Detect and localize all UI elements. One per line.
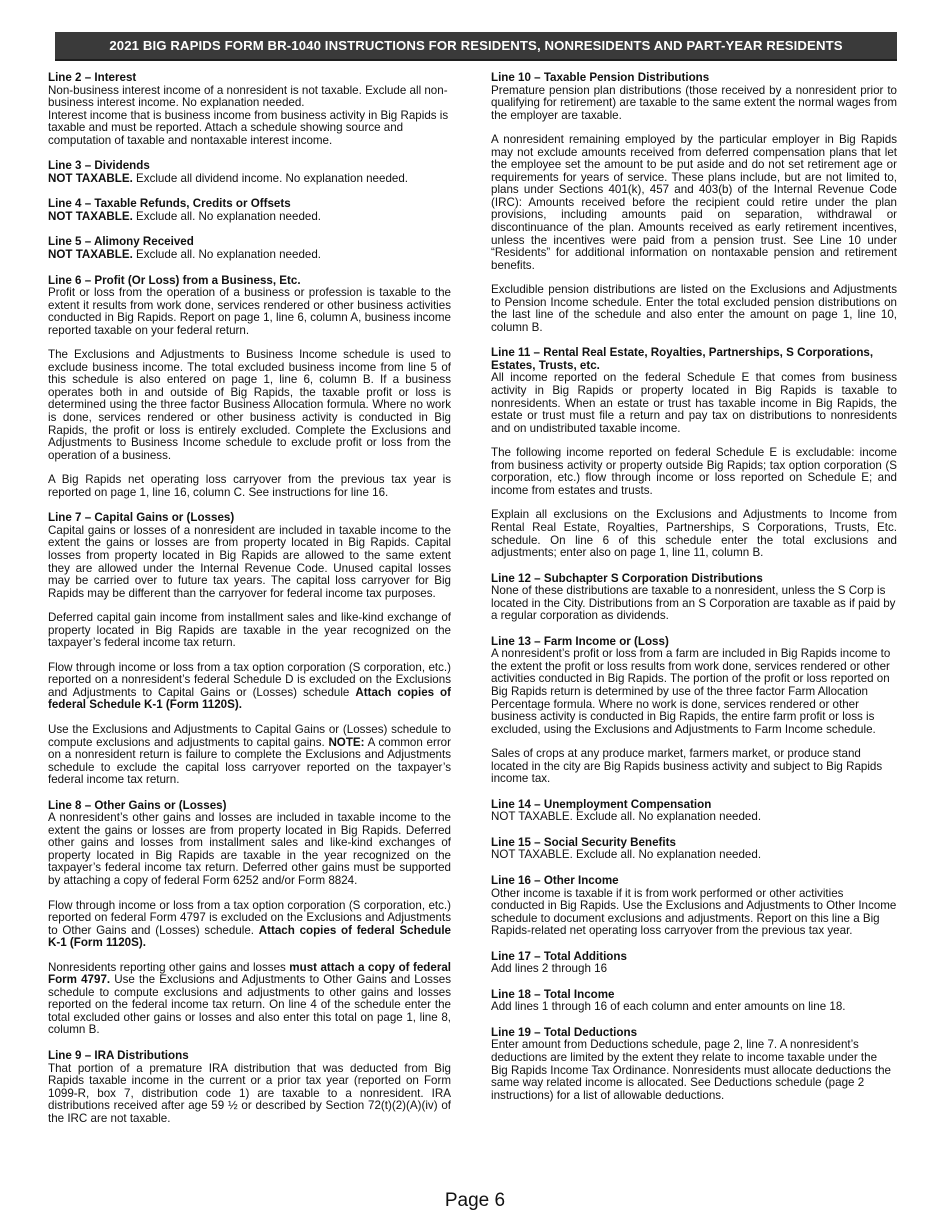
not-taxable-label: NOT TAXABLE. <box>48 248 133 262</box>
left-column <box>48 72 451 1138</box>
paragraph: Excludible pension distributions are listed on the Exclusions and Adjustments to Pension Income schedule. Enter the total excluded pension distributions on the last line of the schedule and also enter the amount on page 1, line 10, column B. <box>491 283 897 334</box>
section-heading: Line 18 – Total Income <box>491 987 615 1001</box>
attach-note: Attach copies of federal Schedule K-1 (Form 1120S). <box>48 923 451 950</box>
section-line-8 <box>48 800 451 1037</box>
attach-note: must attach a copy of federal Form 4797. <box>48 960 452 987</box>
paragraph: Profit or loss from the operation of a business or profession is taxable to the extent it results from work done, services rendered or other business activities conducted in Big Rapids. Report on page 1, line 6, column A, business income reported taxable on your federal return. <box>48 286 451 337</box>
paragraph: Non-business interest income of a nonresident is not taxable. Exclude all non-business interest income. No explanation needed. <box>48 83 448 110</box>
paragraph-text: Exclude all. No explanation needed. <box>132 209 322 223</box>
not-taxable-label: NOT TAXABLE. <box>48 171 133 185</box>
attach-note: Attach copies of federal Schedule K-1 (Form 1120S). <box>48 685 451 712</box>
section-heading: Line 7 – Capital Gains or (Losses) <box>48 511 235 525</box>
section-heading: Line 14 – Unemployment Compensation <box>491 797 712 811</box>
paragraph: A nonresident’s other gains and losses are included in taxable income to the extent the gains or losses are from property located in Big Rapids. Deferred other gains and losses from installment sales and like-kind exchanges of property located in Big Rapids are taxable in the year recognized on the taxpayer’s federal income tax return. Deferred other gains must be supported by attaching a copy of federal Form 6252 and/or Form 8824. <box>48 811 451 887</box>
paragraph: Interest income that is business income from business activity in Big Rapids is taxable and must be reported. Attach a schedule showing source and computation of taxable and nontaxable interest income. <box>48 108 449 147</box>
section-heading: Line 16 – Other Income <box>491 873 619 887</box>
paragraph <box>48 662 451 712</box>
section-line-16 <box>491 875 897 938</box>
section-heading: Line 11 – Rental Real Estate, Royalties, Partnerships, S Corporations, Estates, Trusts, etc. <box>491 346 874 372</box>
paragraph: A Big Rapids net operating loss carryover from the previous tax year is reported on page 1, line 16, column C. See instructions for line 16. <box>48 473 451 499</box>
paragraph: Sales of crops at any produce market, farmers market, or produce stand located in the city are Big Rapids business activity and subject to Big Rapids income tax. <box>491 747 883 786</box>
paragraph <box>48 962 451 1037</box>
page-number: Page 6 <box>444 1190 506 1211</box>
section-heading: Line 8 – Other Gains or (Losses) <box>48 798 227 812</box>
paragraph: Enter amount from Deductions schedule, page 2, line 7. A nonresident’s deductions are limited by the extent they relate to income taxable under the Big Rapids Income Tax Ordinance. Nonresidents must allocate deductions the same way related income is allocated. See Deductions schedule (page 2 instructions) for a list of allowable deductions. <box>491 1038 891 1102</box>
section-line-4 <box>48 198 451 223</box>
paragraph: The Exclusions and Adjustments to Business Income schedule is used to exclude business income. The total excluded business income from line 5 of this schedule is also entered on page 1, line 6, column B. If a business operates both in and outside of Big Rapids, the taxable profit or loss is determined using the three factor Business Allocation formula. Where no work is done, services rendered or other business activity is conducted in Big Rapids, the profit or loss is entirely excluded. Complete the Exclusions and Adjustments to Business Income schedule to exclude profit or loss from the operation of a business. <box>48 348 451 462</box>
page-header-banner <box>55 32 897 61</box>
paragraph: Other income is taxable if it is from work performed or other activities conducted in Big Rapids. Use the Exclusions and Adjustments to Other Income schedule to document exclusions and adjustments. Report on this line a Big Rapids-related net operating loss carryover from the previous tax year. <box>491 886 897 938</box>
paragraph: None of these distributions are taxable to a nonresident, unless the S Corp is located in the City. Distributions from an S Corporation are taxable as if paid by a regular corporation as dividends. <box>491 584 896 623</box>
paragraph: Add lines 2 through 16 <box>491 962 608 976</box>
paragraph: Deferred capital gain income from installment sales and like-kind exchange of property located in Big Rapids are taxable in the year recognized on the taxpayer’s federal income tax return. <box>48 611 451 650</box>
section-line-19 <box>491 1027 897 1102</box>
section-heading: Line 3 – Dividends <box>48 159 150 173</box>
paragraph-text: Use the Exclusions and Adjustments to Capital Gains or (Losses) schedule to compute exclusions and adjustments to capital gains. <box>48 722 451 749</box>
paragraph-text: Exclude all. No explanation needed. <box>132 248 322 262</box>
section-heading: Line 12 – Subchapter S Corporation Distributions <box>491 571 763 585</box>
section-line-17 <box>491 951 897 976</box>
paragraph: That portion of a premature IRA distribution that was deducted from Big Rapids taxable income in the current or a prior tax year (reported on Form 1099-R, box 7, distribution code 1) are taxable to a nonresident. IRA distributions received after age 59 ½ or described by Section 72(t)(2)(A)(iv) of the IRC are not taxable. <box>48 1061 451 1125</box>
section-line-11 <box>491 347 897 559</box>
paragraph: NOT TAXABLE. Exclude all. No explanation needed. <box>491 810 762 824</box>
paragraph <box>48 211 451 224</box>
section-heading: Line 10 – Taxable Pension Distributions <box>491 71 710 84</box>
right-column <box>491 72 897 1115</box>
paragraph <box>48 249 451 262</box>
paragraph <box>48 900 451 950</box>
paragraph-text: Nonresidents reporting other gains and losses <box>48 960 290 974</box>
header-title: 2021 BIG RAPIDS FORM BR-1040 INSTRUCTIONS FOR RESIDENTS, NONRESIDENTS AND PART-YEAR RESIDENTS <box>109 38 843 53</box>
section-heading: Line 15 – Social Security Benefits <box>491 835 676 849</box>
section-heading: Line 9 – IRA Distributions <box>48 1049 189 1062</box>
paragraph-text: Flow through income or loss from a tax option corporation (S corporation, etc.) reported on federal Form 4797 is excluded on the Exclusions and Adjustments to Other Gains and (Losses) schedule. <box>48 898 451 937</box>
section-heading: Line 5 – Alimony Received <box>48 235 194 249</box>
paragraph: A nonresident remaining employed by the particular employer in Big Rapids may not exclude amounts received from deferred compensation plans that let the employee set the amount to be put aside and do not set retirement age or requirements for years of service. These plans include, but are not limited to, plans under Sections 401(k), 457 and 403(b) of the Internal Revenue Code (IRC): Amounts received before the recipient could retire under the plan provisions, including amounts paid on separation, withdrawal or discontinuance of the plan. Amounts received as early retirement incentives, unless the incentives were paid from a pension trust. See Line 10 under “Residents” for additional information on nontaxable pension and retirement benefits. <box>491 133 897 272</box>
section-line-18 <box>491 989 897 1014</box>
paragraph: A nonresident’s profit or loss from a farm are included in Big Rapids income to the extent the profit or loss results from work done, services rendered or other activities conducted in Big Rapids. The portion of the profit or loss reported on Big Rapids return is determined by use of the three factor Farm Allocation Percentage formula. Where no work is done, services rendered or other business activity is conducted in Big Rapids, the entire farm profit or loss is excluded, using the Exclusions and Adjustments to Farm Income schedule. <box>491 647 891 736</box>
paragraph: NOT TAXABLE. Exclude all. No explanation needed. <box>491 848 762 862</box>
paragraph-text: A common error on a nonresident return is failure to complete the Exclusions and Adjustments schedule to exclude the capital loss carryover reported on the taxpayer’s federal income tax return. <box>48 735 451 787</box>
section-line-15 <box>491 837 897 862</box>
section-line-14 <box>491 799 897 824</box>
section-heading: Line 6 – Profit (Or Loss) from a Business, Etc. <box>48 273 301 287</box>
paragraph: Premature pension plan distributions (those received by a nonresident prior to qualifying for retirement) are taxable to the same extent the normal wages from the employer are taxable. <box>491 83 897 122</box>
section-heading: Line 17 – Total Additions <box>491 949 627 963</box>
section-heading: Line 13 – Farm Income or (Loss) <box>491 634 669 648</box>
paragraph: Capital gains or losses of a nonresident are included in taxable income to the extent the gains or losses are from property located in Big Rapids. Capital losses from property located in Big Rapids are allowed to the same extent they are allowed under the Internal Revenue Code. Unused capital losses may be carried over to future tax years. The capital loss carryover for Big Rapids may be different than the carryover for federal income tax purposes. <box>48 523 451 600</box>
section-line-3 <box>48 160 451 185</box>
paragraph: The following income reported on federal Schedule E is excludable: income from business activity or property outside Big Rapids; tax option corporation (S corporation, etc.) flow through income or loss reported on Schedule E; and income from estates and trusts. <box>491 446 897 497</box>
section-heading: Line 4 – Taxable Refunds, Credits or Offsets <box>48 197 291 211</box>
section-line-13 <box>491 636 897 786</box>
section-line-6 <box>48 275 451 500</box>
section-heading: Line 2 – Interest <box>48 71 137 84</box>
paragraph <box>48 724 451 787</box>
paragraph: All income reported on the federal Schedule E that comes from business activity in Big Rapids or property located in Big Rapids is taxable to nonresidents. When an estate or trust has taxable income in Big Rapids, the estate or trust must file a return and pay tax on distributions to nonresidents and on undistributed taxable income. <box>491 371 897 435</box>
section-line-12 <box>491 573 897 623</box>
note-label: NOTE: <box>328 735 365 749</box>
section-line-2 <box>48 72 451 147</box>
paragraph-text: Use the Exclusions and Adjustments to Other Gains and Losses schedule to compute exclusions and adjustments to other gains and losses reported on the federal income tax return. On line 4 of the schedule enter the total excluded other gains or losses and also enter this total on page 1, line 8, column B. <box>48 973 452 1037</box>
paragraph-text: Flow through income or loss from a tax option corporation (S corporation, etc.) reported on a nonresident’s federal Schedule D is excluded on the Exclusions and Adjustments to Capital Gains or (Losses) schedule <box>48 660 451 699</box>
section-line-9 <box>48 1050 451 1125</box>
paragraph: Explain all exclusions on the Exclusions and Adjustments to Income from Rental Real Estate, Royalties, Partnerships, S Corporations, Trusts, Etc. schedule. On line 6 of this schedule enter the total exclusions and adjustments; enter also on page 1, line 11, column B. <box>491 508 897 560</box>
not-taxable-label: NOT TAXABLE. <box>48 209 133 223</box>
paragraph: Add lines 1 through 16 of each column and enter amounts on line 18. <box>491 1000 846 1014</box>
section-line-7 <box>48 512 451 786</box>
section-line-5 <box>48 236 451 261</box>
paragraph-text: Exclude all dividend income. No explanation needed. <box>132 171 409 185</box>
section-heading: Line 19 – Total Deductions <box>491 1025 638 1039</box>
section-line-10 <box>491 72 897 334</box>
paragraph <box>48 173 451 186</box>
